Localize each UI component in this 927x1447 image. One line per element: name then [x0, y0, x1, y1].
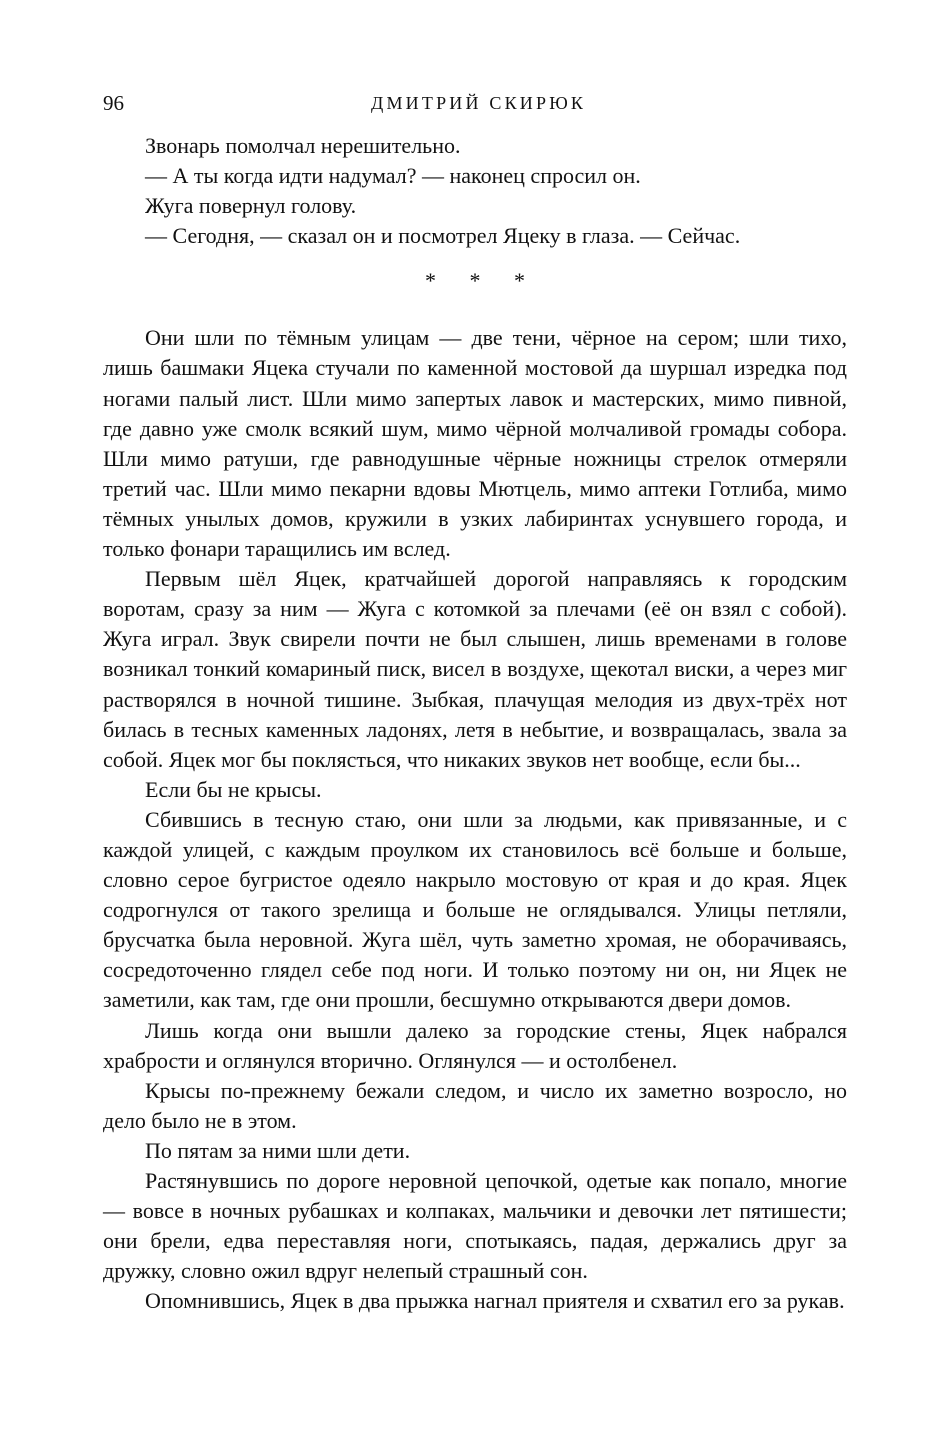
paragraph: По пятам за ними шли дети. — [145, 1137, 411, 1163]
paragraph: Растянувшись по дороге неровной цепочкой, одетые как попало, многие — вовсе в ночных рубашках и колпаках, мальчики и девочки лет пятишести; они брели, едва переставляя ноги, спотыкаясь, падая, держались друг за дружку, словно ожил вдруг нелепый страшный сон. — [103, 1168, 847, 1284]
paragraph: Если бы не крысы. — [145, 776, 322, 802]
paragraph: Лишь когда они вышли далеко за городские стены, Яцек набрался храбрости и оглянулся вторично. Оглянулся — и остолбенел. — [103, 1017, 847, 1073]
section-separator: * * * — [425, 268, 539, 294]
paragraph: Сбившись в тесную стаю, они шли за людьми, как привязанные, и с каждой улицей, с каждым проулком их становилось всё больше и больше, словно серое бугристое одеяло накрыло мостовую от края и до края. Яцек содрогнулся от такого зрелища и больше не оглядывался. Улицы петляли, брусчатка была неровной. Жуга шёл, чуть заметно хромая, не оборачиваясь, сосредоточенно глядел себе под ноги. И только поэтому ни он, ни Яцек не заметили, как там, где они прошли, бесшумно открываются двери домов. — [103, 806, 847, 1013]
body-text — [103, 131, 847, 1316]
paragraph: Опомнившись, Яцек в два прыжка нагнал приятеля и схватил его за рукав. — [145, 1288, 845, 1314]
paragraph: Они шли по тёмным улицам — две тени, чёрное на сером; шли тихо, лишь башмаки Яцека стучали по каменной мостовой да шуршал изредка под ногами палый лист. Шли мимо запертых лавок и мастерских, мимо пивной, где давно уже смолк всякий шум, мимо чёрной молчаливой громады собора. Шли мимо ратуши, где равнодушные чёрные ножницы стрелок отмеряли третий час. Шли мимо пекарни вдовы Мютцель, мимо аптеки Готлиба, мимо тёмных унылых домов, кружили в узких лабиринтах уснувшего города, и только фонари таращились им вслед. — [103, 325, 847, 562]
page-number: 96 — [103, 91, 124, 115]
page-header — [103, 88, 847, 118]
paragraph: Первым шёл Яцек, кратчайшей дорогой направляясь к городским воротам, сразу за ним — Жуга с котомкой за плечами (её он взял с собой). Жуга играл. Звук свирели почти не был слышен, лишь временами в голове возникал тонкий комариный писк, висел в воздухе, щекотал виски, а через миг растворялся в ночной тишине. Зыбкая, плачущая мелодия из двух-трёх нот билась в тесных каменных ладонях, летя в небытие, и возвращалась, звала за собой. Яцек мог бы поклясться, что никаких звуков нет вообще, если бы... — [103, 566, 847, 772]
running-head: ДМИТРИЙ СКИРЮК — [371, 93, 587, 113]
paragraph: Крысы по-прежнему бежали следом, и число их заметно возросло, но дело было не в этом. — [103, 1077, 847, 1133]
dialogue-line: — А ты когда идти надумал? — наконец спросил он. — [145, 163, 641, 189]
dialogue-line: Жуга повернул голову. — [145, 193, 357, 219]
dialogue-line: — Сегодня, — сказал он и посмотрел Яцеку в глаза. — Сейчас. — [145, 223, 741, 249]
dialogue-line: Звонарь помолчал нерешительно. — [145, 133, 461, 158]
